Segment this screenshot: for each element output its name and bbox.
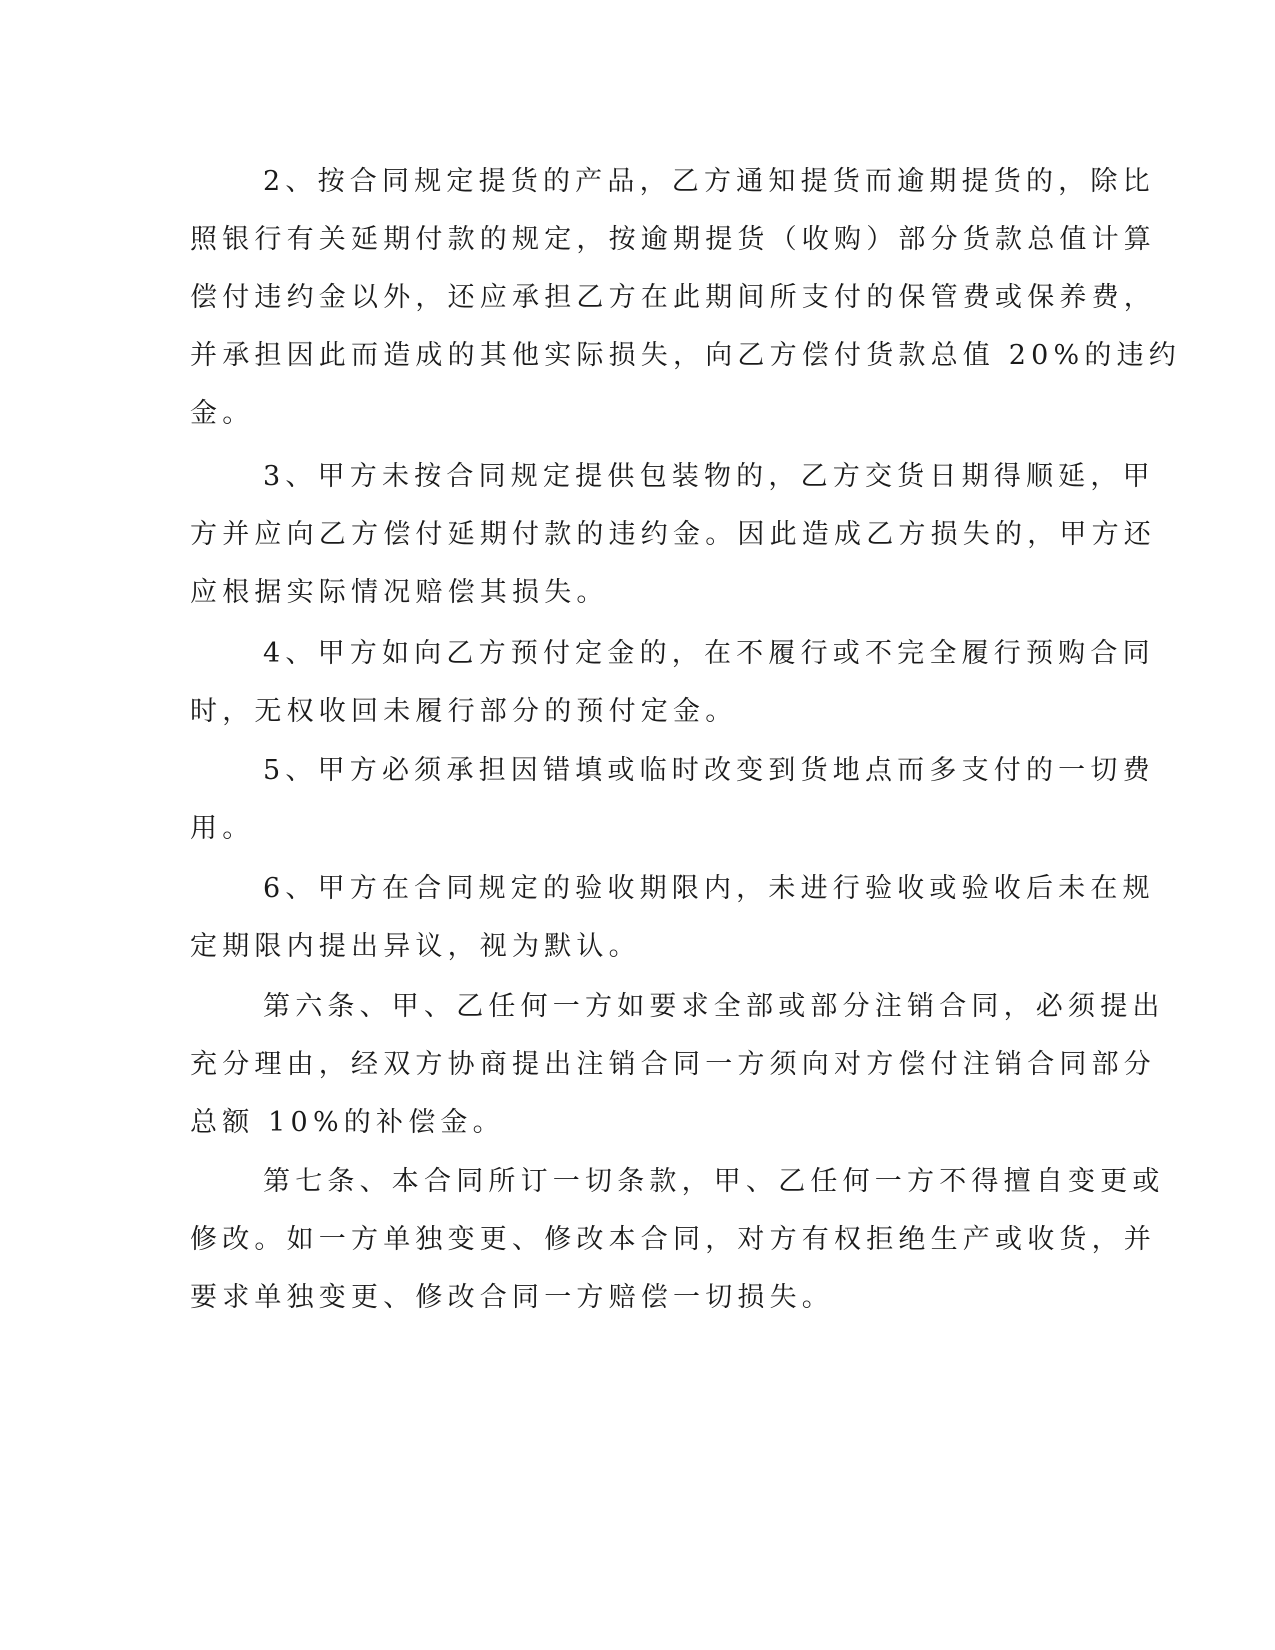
clause-5-line-1: 5、甲方必须承担因错填或临时改变到货地点而多支付的一切费 (263, 755, 1155, 786)
article-7-line-3: 要求单独变更、修改合同一方赔偿一切损失。 (190, 1282, 834, 1313)
clause-2-line-1: 2、按合同规定提货的产品，乙方通知提货而逾期提货的，除比 (263, 166, 1155, 197)
clause-3-line-2: 方并应向乙方偿付延期付款的违约金。因此造成乙方损失的，甲方还 (190, 519, 1156, 550)
clause-3-line-3: 应根据实际情况赔偿其损失。 (190, 577, 609, 608)
article-6-line-3: 总额 10%的补偿金。 (190, 1107, 505, 1138)
clause-2-line-3: 偿付违约金以外，还应承担乙方在此期间所支付的保管费或保养费， (190, 282, 1156, 313)
article-6-line-1: 第六条、甲、乙任何一方如要求全部或部分注销合同，必须提出 (263, 991, 1165, 1022)
clause-2-line-2: 照银行有关延期付款的规定，按逾期提货（收购）部分货款总值计算 (190, 224, 1156, 255)
clause-2-line-4: 并承担因此而造成的其他实际损失，向乙方偿付货款总值 20%的违约 (190, 340, 1181, 371)
clause-6-line-2: 定期限内提出异议，视为默认。 (190, 931, 641, 962)
article-6-line-2: 充分理由，经双方协商提出注销合同一方须向对方偿付注销合同部分 (190, 1049, 1156, 1080)
clause-2-line-5: 金。 (190, 398, 255, 429)
clause-4-line-1: 4、甲方如向乙方预付定金的，在不履行或不完全履行预购合同 (263, 638, 1155, 669)
clause-5-line-2: 用。 (190, 813, 255, 844)
clause-6-line-1: 6、甲方在合同规定的验收期限内，未进行验收或验收后未在规 (263, 873, 1155, 904)
clause-3-line-1: 3、甲方未按合同规定提供包装物的，乙方交货日期得顺延，甲 (263, 461, 1155, 492)
article-7-line-1: 第七条、本合同所订一切条款，甲、乙任何一方不得擅自变更或 (263, 1166, 1165, 1197)
clause-4-line-2: 时，无权收回未履行部分的预付定金。 (190, 696, 738, 727)
article-7-line-2: 修改。如一方单独变更、修改本合同，对方有权拒绝生产或收货，并 (190, 1224, 1156, 1255)
